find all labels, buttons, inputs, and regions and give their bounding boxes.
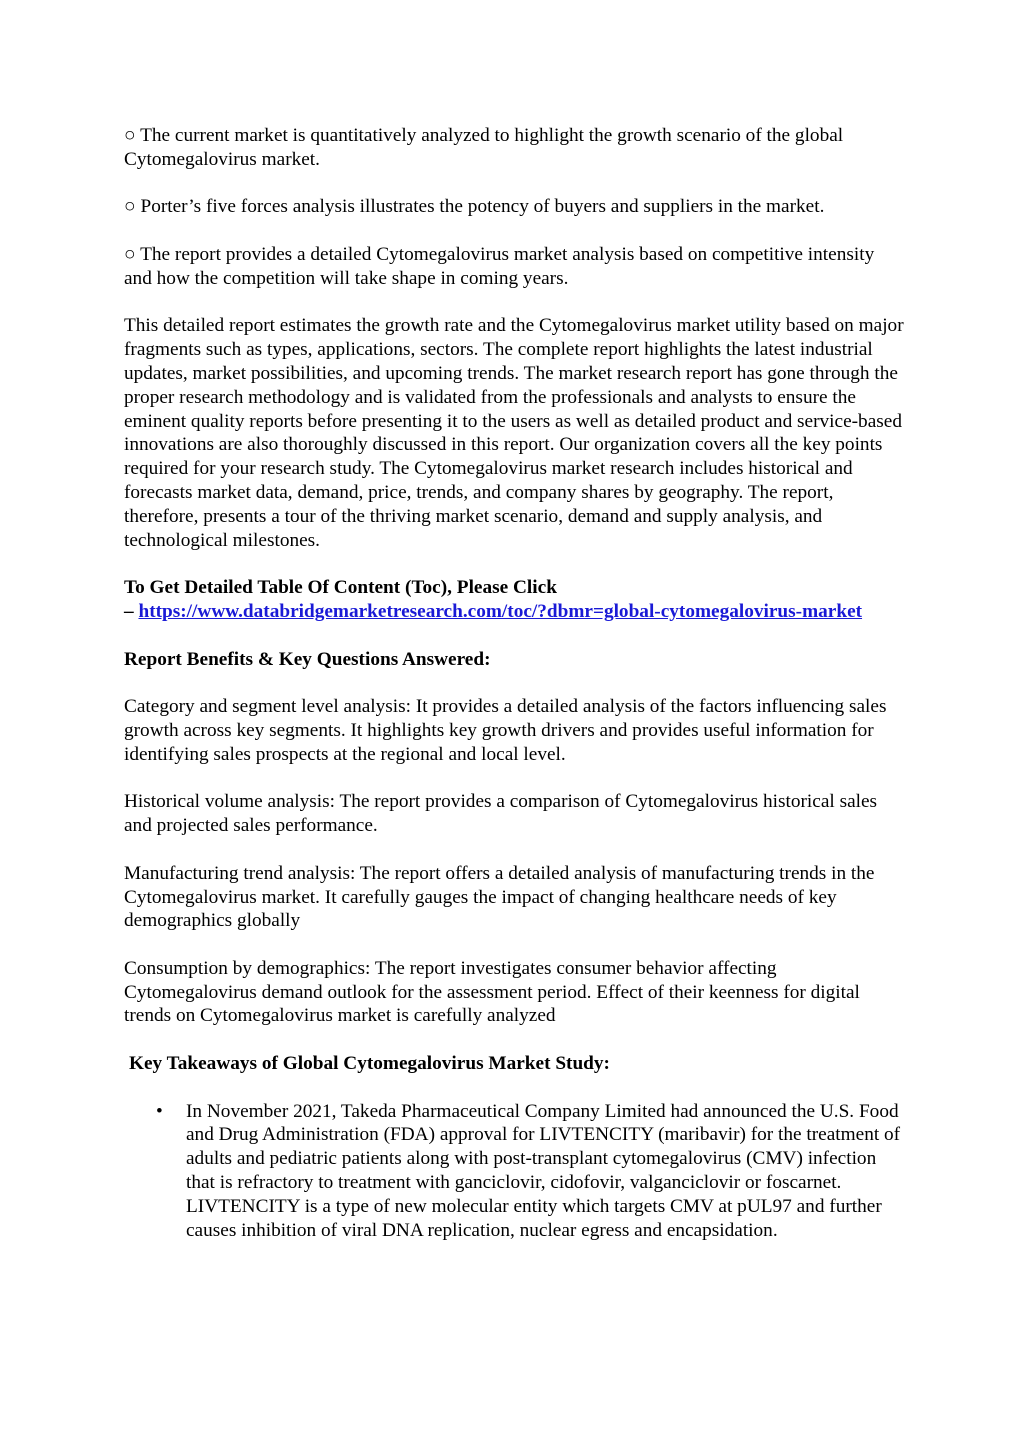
list-item xyxy=(124,1100,904,1243)
bullet-icon: • xyxy=(156,1100,163,1122)
takeaways-heading: Key Takeaways of Global Cytomegalovirus Market Study: xyxy=(129,1053,610,1075)
benefit-consumption-demographics: Consumption by demographics: The report investigates consumer behavior affecting Cytomegalovirus demand outlook for the assessment period. Effect of their keenness for digital trends on Cytomegalovirus market is carefully analyzed xyxy=(124,957,860,1027)
paragraph-report-description: This detailed report estimates the growth rate and the Cytomegalovirus market utility based on major fragments such as types, applications, sectors. The complete report highlights the latest industrial updates, market possibilities, and upcoming trends. The market research report has gone through the proper research methodology and is validated from the professionals and analysts to ensure the eminent quality reports before presenting it to the users as well as detailed product and service-based innovations are also thoroughly discussed in this report. Our organization covers all the key points required for your research study. The Cytomegalovirus market research includes historical and forecasts market data, demand, price, trends, and company shares by geography. The report, therefore, presents a tour of the thriving market scenario, demand and supply analysis, and technological milestones. xyxy=(124,315,904,551)
paragraph-quantitative-analysis: ○ The current market is quantitatively analyzed to highlight the growth scenario of the global Cytomegalovirus market. xyxy=(124,125,844,170)
benefit-historical-volume: Historical volume analysis: The report provides a comparison of Cytomegalovirus historical sales and projected sales performance. xyxy=(124,791,878,837)
toc-section xyxy=(124,576,904,624)
document-page xyxy=(124,124,904,1242)
takeaways-list xyxy=(124,1100,904,1243)
toc-heading: To Get Detailed Table Of Content (Toc), Please Click xyxy=(124,577,557,599)
toc-dash: – xyxy=(124,600,139,622)
takeaway-text: In November 2021, Takeda Pharmaceutical Company Limited had announced the U.S. Food and Drug Administration (FDA) approval for LIVTENCITY (maribavir) for the treatment of adults and pediatric patients along with post-transplant cytomegalovirus (CMV) infection that is refractory to treatment with ganciclovir, cidofovir, valganciclovir or foscarnet. LIVTENCITY is a type of new molecular entity which targets CMV at pUL97 and further causes inhibition of viral DNA replication, nuclear egress and encapsidation. xyxy=(186,1100,901,1241)
toc-link-line xyxy=(124,600,904,624)
benefit-category-segment: Category and segment level analysis: It provides a detailed analysis of the factors influencing sales growth across key segments. It highlights key growth drivers and provides useful information for identifying sales prospects at the regional and local level. xyxy=(124,696,887,765)
benefit-manufacturing-trend: Manufacturing trend analysis: The report offers a detailed analysis of manufacturing trends in the Cytomegalovirus market. It carefully gauges the impact of changing healthcare needs of key demographics globally xyxy=(124,862,875,932)
benefits-heading: Report Benefits & Key Questions Answered: xyxy=(124,648,491,670)
toc-link[interactable]: https://www.databridgemarketresearch.com/toc/?dbmr=global-cytomegalovirus-market xyxy=(138,600,863,622)
paragraph-porters-five-forces: ○ Porter’s five forces analysis illustrates the potency of buyers and suppliers in the market. xyxy=(124,196,825,218)
paragraph-competitive-intensity: ○ The report provides a detailed Cytomegalovirus market analysis based on competitive intensity and how the competition will take shape in coming years. xyxy=(124,243,875,289)
